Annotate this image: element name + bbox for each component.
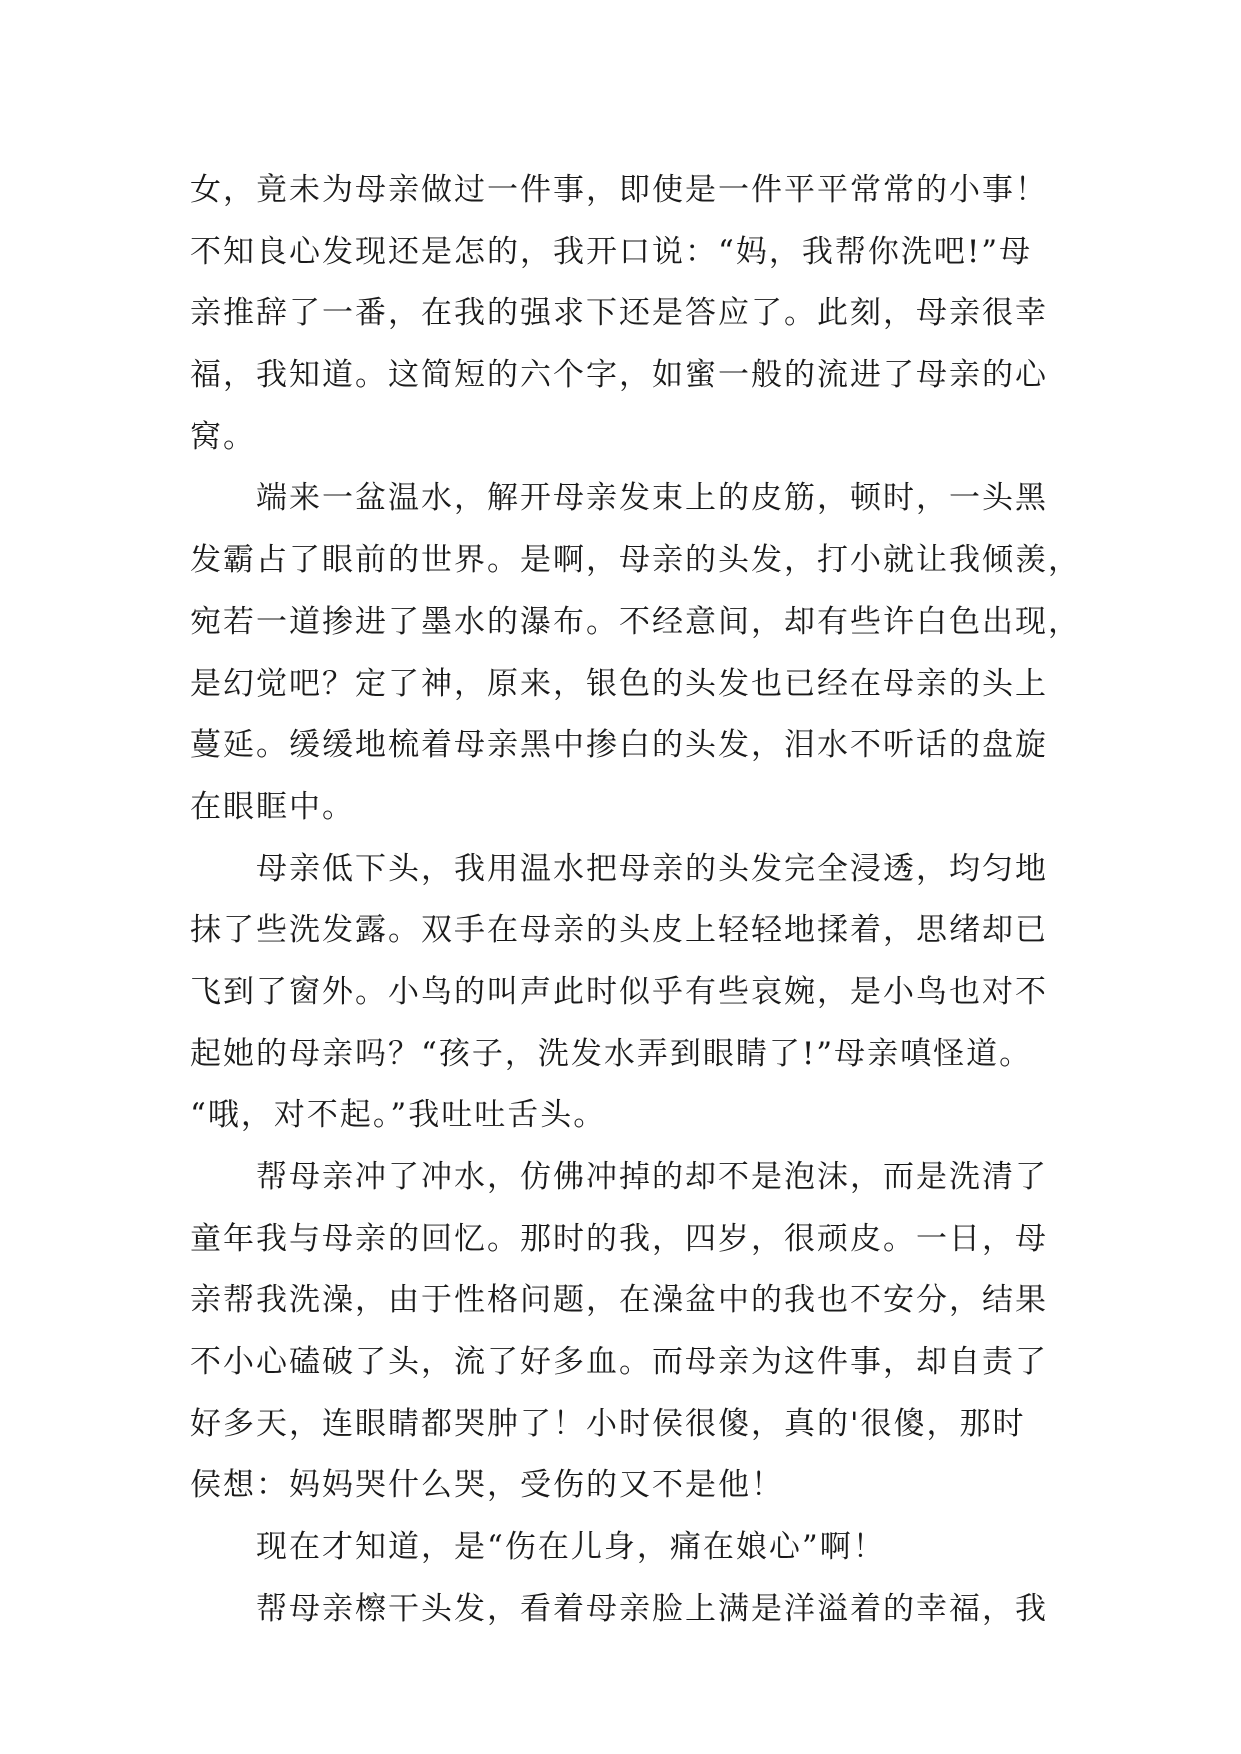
text-line: 好多天，连眼睛都哭肿了！小时侯很傻，真的'很傻，那时	[190, 1405, 1026, 1442]
text-line: 不小心磕破了头，流了好多血。而母亲为这件事，却自责了	[190, 1344, 1048, 1381]
text-line: 亲帮我洗澡，由于性格问题，在澡盆中的我也不安分，结果	[190, 1282, 1048, 1319]
text-line: 宛若一道掺进了墨水的瀑布。不经意间，却有些许白色出现，	[190, 603, 1081, 640]
text-line: “哦，对不起。”我吐吐舌头。	[190, 1097, 607, 1134]
text-line: 是幻觉吧？定了神，原来，银色的头发也已经在母亲的头上	[190, 665, 1048, 702]
text-line: 起她的母亲吗？“孩子，洗发水弄到眼睛了!”母亲嗔怪道。	[190, 1035, 1033, 1072]
text-line: 窝。	[190, 418, 256, 455]
text-line: 帮母亲檫干头发，看着母亲脸上满是洋溢着的幸福，我	[256, 1590, 1048, 1627]
text-line: 现在才知道，是“伤在儿身，痛在娘心”啊！	[256, 1529, 886, 1566]
body-text	[190, 160, 1090, 1641]
text-line: 母亲低下头，我用温水把母亲的头发完全浸透，均匀地	[256, 850, 1048, 887]
text-line: 蔓延。缓缓地梳着母亲黑中掺白的头发，泪水不听话的盘旋	[190, 727, 1048, 764]
text-line: 侯想：妈妈哭什么哭，受伤的又不是他！	[190, 1467, 784, 1504]
text-line: 发霸占了眼前的世界。是啊，母亲的头发，打小就让我倾羡，	[190, 542, 1081, 579]
text-line: 抹了些洗发露。双手在母亲的头皮上轻轻地揉着，思绪却已	[190, 912, 1048, 949]
text-line: 帮母亲冲了冲水，仿佛冲掉的却不是泡沫，而是洗清了	[256, 1159, 1048, 1195]
text-line: 女，竟未为母亲做过一件事，即使是一件平平常常的小事！	[190, 172, 1048, 208]
text-line: 福，我知道。这简短的六个字，如蜜一般的流进了母亲的心	[190, 357, 1048, 394]
text-line: 亲推辞了一番，在我的强求下还是答应了。此刻，母亲很幸	[190, 295, 1048, 332]
text-line: 端来一盆温水，解开母亲发束上的皮筋，顿时，一头黑	[256, 480, 1048, 517]
text-line: 不知良心发现还是怎的，我开口说：“妈，我帮你洗吧!”母	[190, 233, 1033, 270]
text-line: 在眼眶中。	[190, 788, 355, 825]
text-line: 飞到了窗外。小鸟的叫声此时似乎有些哀婉，是小鸟也对不	[190, 973, 1048, 1010]
text-line: 童年我与母亲的回忆。那时的我，四岁，很顽皮。一日，母	[190, 1220, 1048, 1257]
